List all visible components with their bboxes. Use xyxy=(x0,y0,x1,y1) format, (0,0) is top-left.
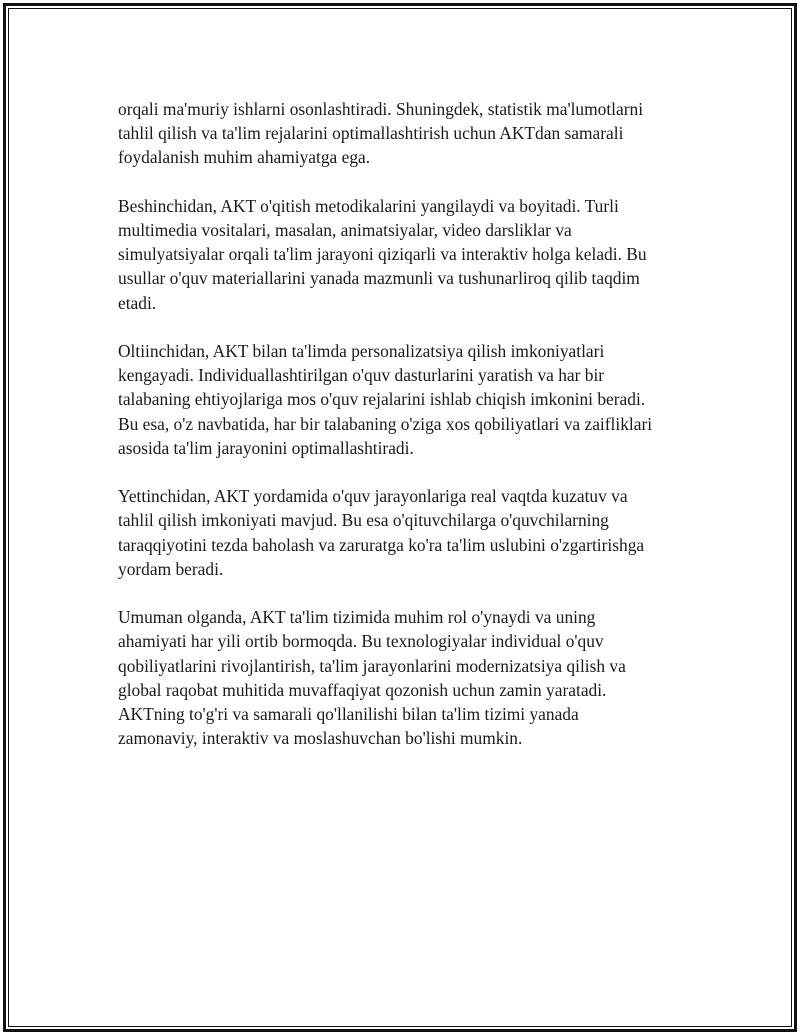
document-body xyxy=(118,97,708,775)
paragraph-continuation: orqali ma'muriy ishlarni osonlashtiradi. Shuningdek, statistik ma'lumotlarni tahlil qilish va ta'lim rejalarini optimallashtirish uchun AKTdan samarali foydalanish muhim ahamiyatga ega. xyxy=(118,99,644,168)
paragraph-fifth: Beshinchidan, AKT o'qitish metodikalarini yangilaydi va boyitadi. Turli multimedia vositalari, masalan, animatsiyalar, video darsliklar va simulyatsiyalar orqali ta'lim jarayoni qiziqarli va interaktiv holga keladi. Bu usullar o'quv materiallarini yanada mazmunli va tushunarliroq qilib taqdim etadi. xyxy=(118,195,647,313)
page-border xyxy=(3,3,797,1032)
paragraph-seventh: Yettinchidan, AKT yordamida o'quv jarayonlariga real vaqtda kuzatuv va tahlil qilish imkoniyati mavjud. Bu esa o'qituvchilarga o'quvchilarning taraqqiyotini tezda baholash va zaruratga ko'ra ta'lim uslubini o'zgartirishga yordam beradi. xyxy=(118,486,645,579)
paragraph-conclusion: Umuman olganda, AKT ta'lim tizimida muhim rol o'ynaydi va uning ahamiyati har yili ortib bormoqda. Bu texnologiyalar individual o'quv qobiliyatlarini rivojlantirish, ta'lim jarayonlarini modernizatsiya qilish va global raqobat muhitida muvaffaqiyat qozonish uchun zamin yaratadi. AKTning to'g'ri va samarali qo'llanilishi bilan ta'lim tizimi yanada zamonaviy, interaktiv va moslashuvchan bo'lishi mumkin. xyxy=(118,607,626,749)
paragraph-sixth: Oltiinchidan, AKT bilan ta'limda personalizatsiya qilish imkoniyatlari kengayadi. Individuallashtirilgan o'quv dasturlarini yaratish va har bir talabaning ehtiyojlariga mos o'quv rejalarini ishlab chiqish imkonini beradi. Bu esa, o'z navbatida, har bir talabaning o'ziga xos qobiliyatlari va zaifliklari asosida ta'lim jarayonini optimallashtiradi. xyxy=(118,341,653,458)
